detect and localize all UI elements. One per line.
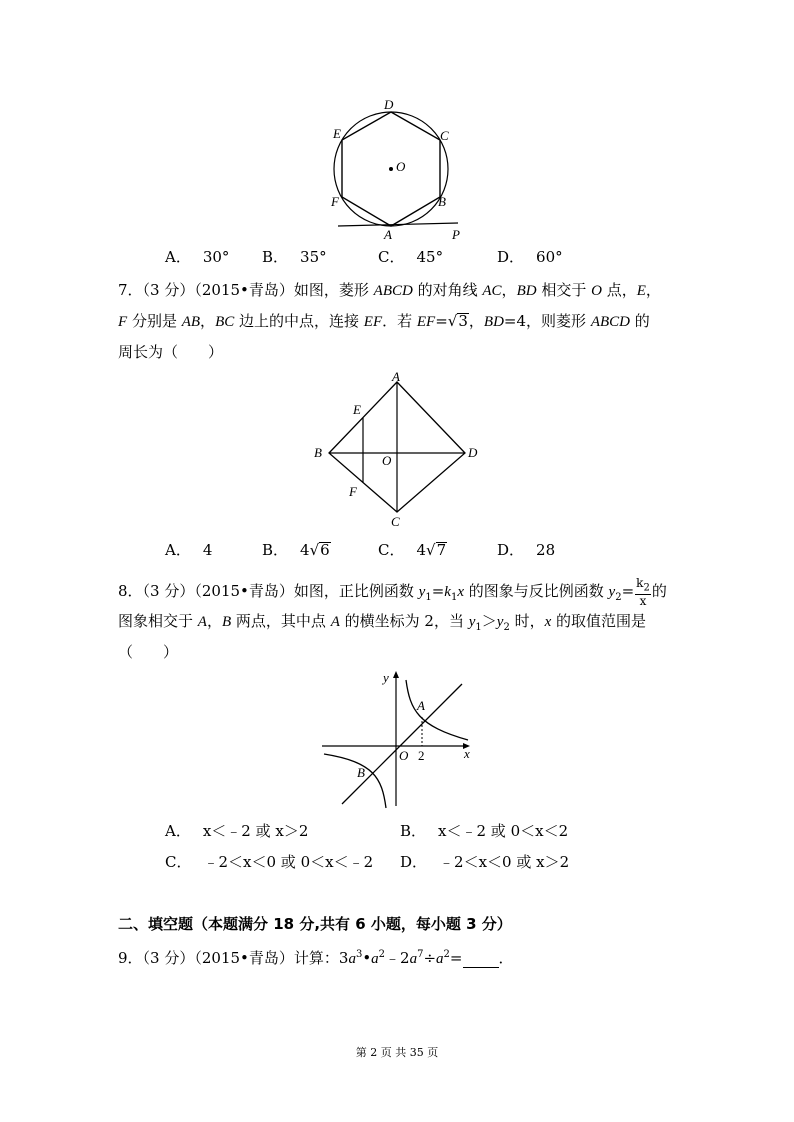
q8-line-2: 图象相交于 A，B 两点，其中点 A 的横坐标为 2，当 $y_1>y_2$ 时，x 的取值范围是 xyxy=(118,612,647,633)
q7-line-1: 7．（3 分）（2015•青岛）如图，菱形 ABCD 的对角线 AC，BD 相交于 O 点，E， xyxy=(118,281,661,299)
q8-option-d[interactable]: D． ﹣2＜x＜0 或 x＞2 xyxy=(400,853,570,871)
label-D: D xyxy=(468,445,478,460)
label-D: D xyxy=(384,97,394,112)
fraction-k2-over-x: $\frac{k_2}{x}$ xyxy=(636,576,650,609)
section-heading: 二、填空题（本题满分 18 分,共有 6 小题，每小题 3 分） xyxy=(118,915,512,933)
q6-option-a[interactable] xyxy=(165,248,229,266)
label-C: C xyxy=(391,514,400,529)
q6-option-c[interactable] xyxy=(378,248,443,266)
q9-line: 9．（3 分）（2015•青岛）计算：$3a^3•a^2﹣2a^7\div a^2=$ ． xyxy=(118,949,514,967)
label-C: C xyxy=(440,128,449,143)
rhombus-figure xyxy=(308,368,488,530)
label-O: O xyxy=(399,748,409,763)
label-A: A xyxy=(384,227,392,240)
label-B: B xyxy=(357,765,365,780)
option-label: B． xyxy=(262,248,289,266)
hexagon-circle-figure xyxy=(320,95,480,240)
label-B: B xyxy=(314,445,322,460)
q7-line-2: F 分别是 AB，BC 边上的中点，连接 EF．若 EF=√3，BD=4，则菱形 ABCD 的 xyxy=(118,312,650,330)
label-P: P xyxy=(452,227,460,240)
sqrt-3: 3 xyxy=(458,312,468,330)
q7-line-3: 周长为（ ） xyxy=(118,343,224,361)
label-O: O xyxy=(396,159,406,174)
option-value: 45° xyxy=(416,248,444,266)
q8-option-a[interactable]: A． x＜﹣2 或 x＞2 xyxy=(165,822,309,840)
label-E: E xyxy=(333,126,341,141)
center-point xyxy=(389,167,393,171)
label-x: x xyxy=(464,746,470,761)
label-A: A xyxy=(417,698,425,713)
label-A: A xyxy=(392,369,400,384)
label-F: F xyxy=(349,484,357,499)
option-value: 60° xyxy=(536,248,563,266)
q7-option-d[interactable]: D． 28 xyxy=(497,541,556,559)
function-graph-figure xyxy=(318,666,478,810)
q8-option-c[interactable]: C． ﹣2＜x＜0 或 0＜x＜﹣2 xyxy=(165,853,374,871)
answer-blank[interactable] xyxy=(463,953,499,968)
option-value: 30° xyxy=(202,248,230,266)
line-y1 xyxy=(342,684,462,804)
option-label: A． xyxy=(165,248,191,266)
label-E: E xyxy=(353,402,361,417)
q8-line-1: 8．（3 分）（2015•青岛）如图，正比例函数 $y_1=k_1x$ 的图象与反比例函数 $y_2=$ $\frac{k_2}{x}$ 的 xyxy=(118,576,667,609)
sqrt-6: 6 xyxy=(320,541,330,559)
q6-option-b[interactable] xyxy=(262,248,327,266)
option-label: D． xyxy=(497,248,525,266)
label-y: y xyxy=(383,670,389,685)
page-footer: 第 2 页 共 35 页 xyxy=(355,1046,439,1059)
label-O: O xyxy=(382,453,392,468)
label-B: B xyxy=(438,194,446,209)
sqrt-7: 7 xyxy=(436,541,447,559)
option-value: 35° xyxy=(300,248,327,266)
q8-line-3: （ ） xyxy=(118,643,179,661)
q8-option-b[interactable]: B． x＜﹣2 或 0＜x＜2 xyxy=(400,822,569,840)
q7-option-c[interactable]: C． 4√7 xyxy=(378,541,447,559)
label-F: F xyxy=(331,194,339,209)
y-axis-arrow xyxy=(393,671,399,678)
q7-option-b[interactable]: B． 4√6 xyxy=(262,541,330,559)
q7-option-a[interactable]: A． 4 xyxy=(165,541,213,559)
hyperbola-branch-2 xyxy=(324,754,386,808)
q6-option-d[interactable] xyxy=(497,248,563,266)
label-2: 2 xyxy=(418,748,425,763)
option-label: C． xyxy=(378,248,405,266)
